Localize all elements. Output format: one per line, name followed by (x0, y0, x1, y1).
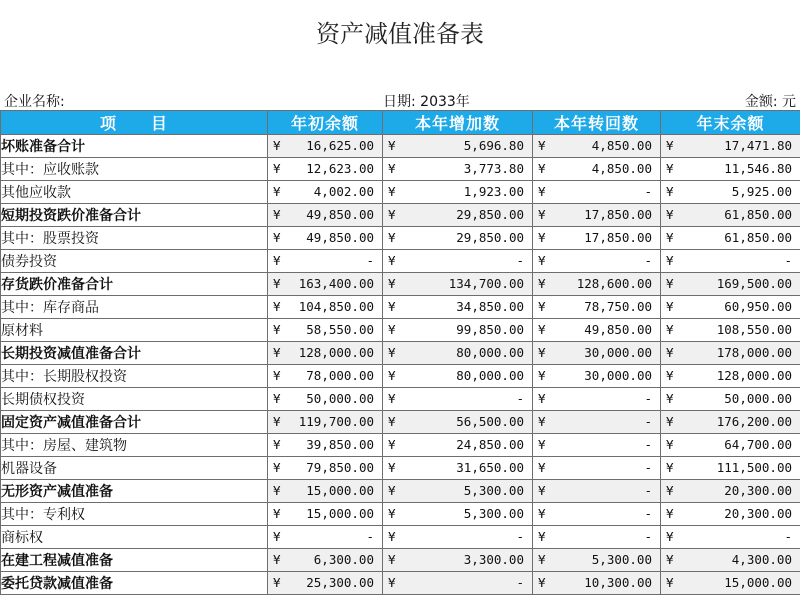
currency-symbol: ¥ (388, 414, 396, 429)
table-row (1, 181, 800, 204)
table-row (1, 273, 800, 296)
amount-cell[interactable] (383, 250, 533, 273)
currency-symbol: ¥ (388, 483, 396, 498)
amount-cell[interactable] (383, 434, 533, 457)
amount-value: 5,696.80 (464, 138, 524, 153)
row-label-cell[interactable]: 其中：股票投资 (1, 227, 268, 250)
currency-symbol: ¥ (388, 138, 396, 153)
amount-value: 128,600.00 (577, 276, 652, 291)
row-label-cell[interactable]: 坏账准备合计 (1, 135, 268, 158)
row-label-cell[interactable]: 其中：专利权 (1, 503, 268, 526)
amount-cell[interactable] (383, 158, 533, 181)
row-label-cell[interactable]: 短期投资跌价准备合计 (1, 204, 268, 227)
amount-cell[interactable] (661, 181, 800, 204)
amount-value: 50,000.00 (724, 391, 792, 406)
amount-value: 99,850.00 (456, 322, 524, 337)
amount-value: 29,850.00 (456, 230, 524, 245)
amount-value: - (644, 437, 652, 452)
amount-value: 61,850.00 (724, 207, 792, 222)
amount-cell[interactable] (533, 273, 661, 296)
currency-symbol: ¥ (388, 460, 396, 475)
currency-symbol: ¥ (273, 368, 281, 383)
amount-value: 61,850.00 (724, 230, 792, 245)
amount-value: 17,471.80 (724, 138, 792, 153)
row-label-cell[interactable]: 存货跌价准备合计 (1, 273, 268, 296)
table-row (1, 227, 800, 250)
amount-value: 80,000.00 (456, 368, 524, 383)
amount-cell[interactable] (383, 365, 533, 388)
currency-symbol: ¥ (273, 161, 281, 176)
currency-symbol: ¥ (538, 276, 546, 291)
amount-value: 16,625.00 (306, 138, 374, 153)
row-label-cell[interactable]: 长期债权投资 (1, 388, 268, 411)
amount-value: - (644, 184, 652, 199)
row-label-cell[interactable]: 机器设备 (1, 457, 268, 480)
amount-cell[interactable] (661, 457, 800, 480)
currency-symbol: ¥ (666, 230, 674, 245)
currency-symbol: ¥ (538, 575, 546, 590)
table-row (1, 480, 800, 503)
currency-symbol: ¥ (388, 345, 396, 360)
amount-value: 17,850.00 (584, 230, 652, 245)
amount-value: 15,000.00 (724, 575, 792, 590)
currency-symbol: ¥ (273, 529, 281, 544)
amount-value: - (644, 460, 652, 475)
currency-symbol: ¥ (388, 391, 396, 406)
table-row (1, 135, 800, 158)
currency-symbol: ¥ (538, 161, 546, 176)
amount-cell[interactable] (533, 503, 661, 526)
currency-symbol: ¥ (273, 506, 281, 521)
table-row (1, 388, 800, 411)
currency-symbol: ¥ (538, 483, 546, 498)
amount-value: 24,850.00 (456, 437, 524, 452)
amount-value: - (516, 575, 524, 590)
amount-cell[interactable] (383, 181, 533, 204)
currency-symbol: ¥ (538, 299, 546, 314)
amount-cell[interactable] (661, 250, 800, 273)
currency-symbol: ¥ (538, 552, 546, 567)
column-header-item[interactable]: 项 目 (1, 111, 268, 135)
currency-symbol: ¥ (388, 161, 396, 176)
amount-value: 80,000.00 (456, 345, 524, 360)
row-label-cell[interactable]: 其中：长期股权投资 (1, 365, 268, 388)
amount-value: 15,000.00 (306, 506, 374, 521)
amount-cell[interactable] (533, 365, 661, 388)
amount-value: 17,850.00 (584, 207, 652, 222)
currency-symbol: ¥ (388, 437, 396, 452)
currency-symbol: ¥ (273, 460, 281, 475)
table-row (1, 204, 800, 227)
row-label-cell[interactable]: 无形资产减值准备 (1, 480, 268, 503)
amount-cell[interactable] (533, 181, 661, 204)
amount-cell[interactable] (383, 480, 533, 503)
amount-value: 49,850.00 (584, 322, 652, 337)
currency-symbol: ¥ (666, 506, 674, 521)
currency-symbol: ¥ (666, 391, 674, 406)
amount-cell[interactable] (661, 549, 800, 572)
amount-cell[interactable] (533, 434, 661, 457)
currency-symbol: ¥ (666, 483, 674, 498)
currency-symbol: ¥ (273, 299, 281, 314)
currency-symbol: ¥ (388, 207, 396, 222)
row-label-cell[interactable]: 其中：库存商品 (1, 296, 268, 319)
currency-symbol: ¥ (388, 184, 396, 199)
currency-symbol: ¥ (273, 230, 281, 245)
currency-symbol: ¥ (666, 322, 674, 337)
column-header-opening-balance[interactable]: 年初余额 (268, 111, 383, 135)
amount-value: - (516, 529, 524, 544)
column-header-reversal[interactable]: 本年转回数 (533, 111, 661, 135)
amount-cell[interactable] (661, 388, 800, 411)
unit-label: 金额: 元 (745, 91, 796, 111)
currency-symbol: ¥ (666, 345, 674, 360)
amount-cell[interactable] (661, 227, 800, 250)
amount-value: 11,546.80 (724, 161, 792, 176)
amount-value: - (516, 391, 524, 406)
currency-symbol: ¥ (666, 253, 674, 268)
row-label-cell[interactable]: 在建工程减值准备 (1, 549, 268, 572)
amount-value: - (644, 529, 652, 544)
amount-cell[interactable] (383, 319, 533, 342)
amount-value: - (366, 529, 374, 544)
amount-value: 128,000.00 (299, 345, 374, 360)
amount-cell[interactable] (533, 204, 661, 227)
currency-symbol: ¥ (666, 368, 674, 383)
amount-cell[interactable] (383, 572, 533, 595)
amount-cell[interactable] (533, 572, 661, 595)
amount-cell[interactable] (268, 388, 383, 411)
amount-cell[interactable] (268, 273, 383, 296)
amount-cell[interactable] (533, 296, 661, 319)
amount-cell[interactable] (661, 135, 800, 158)
amount-value: 39,850.00 (306, 437, 374, 452)
amount-cell[interactable] (383, 503, 533, 526)
amount-value: 31,650.00 (456, 460, 524, 475)
amount-value: 134,700.00 (449, 276, 524, 291)
amount-cell[interactable] (533, 250, 661, 273)
amount-cell[interactable] (383, 273, 533, 296)
currency-symbol: ¥ (666, 184, 674, 199)
amount-cell[interactable] (533, 457, 661, 480)
currency-symbol: ¥ (666, 138, 674, 153)
amount-cell[interactable] (268, 135, 383, 158)
amount-cell[interactable] (268, 158, 383, 181)
amount-value: 176,200.00 (717, 414, 792, 429)
amount-cell[interactable] (383, 135, 533, 158)
currency-symbol: ¥ (538, 529, 546, 544)
currency-symbol: ¥ (388, 253, 396, 268)
amount-value: 4,850.00 (592, 138, 652, 153)
amount-value: 34,850.00 (456, 299, 524, 314)
currency-symbol: ¥ (666, 460, 674, 475)
amount-cell[interactable] (533, 158, 661, 181)
currency-symbol: ¥ (388, 368, 396, 383)
amount-value: 49,850.00 (306, 230, 374, 245)
currency-symbol: ¥ (666, 207, 674, 222)
table-header-row (1, 111, 800, 135)
row-label-cell[interactable]: 长期投资减值准备合计 (1, 342, 268, 365)
amount-cell[interactable] (383, 411, 533, 434)
amount-value: 30,000.00 (584, 368, 652, 383)
amount-cell[interactable] (533, 480, 661, 503)
amount-cell[interactable] (383, 526, 533, 549)
amount-cell[interactable] (661, 411, 800, 434)
table-row (1, 411, 800, 434)
row-label-cell[interactable]: 委托贷款减值准备 (1, 572, 268, 595)
amount-cell[interactable] (383, 549, 533, 572)
row-label-cell[interactable]: 商标权 (1, 526, 268, 549)
currency-symbol: ¥ (666, 529, 674, 544)
amount-value: - (784, 529, 792, 544)
amount-cell[interactable] (383, 296, 533, 319)
currency-symbol: ¥ (538, 437, 546, 452)
amount-value: 3,300.00 (464, 552, 524, 567)
amount-cell[interactable] (661, 572, 800, 595)
amount-value: 20,300.00 (724, 506, 792, 521)
amount-cell[interactable] (268, 365, 383, 388)
currency-symbol: ¥ (273, 575, 281, 590)
currency-symbol: ¥ (273, 414, 281, 429)
amount-value: - (644, 391, 652, 406)
amount-cell[interactable] (268, 250, 383, 273)
company-name-label: 企业名称: (4, 91, 65, 111)
amount-value: 20,300.00 (724, 483, 792, 498)
amount-cell[interactable] (268, 227, 383, 250)
amount-cell[interactable] (661, 319, 800, 342)
column-header-increase[interactable]: 本年增加数 (383, 111, 533, 135)
amount-cell[interactable] (533, 388, 661, 411)
amount-cell[interactable] (661, 158, 800, 181)
amount-value: 12,623.00 (306, 161, 374, 176)
amount-cell[interactable] (268, 204, 383, 227)
row-label-cell[interactable]: 原材料 (1, 319, 268, 342)
amount-value: 60,950.00 (724, 299, 792, 314)
amount-cell[interactable] (661, 342, 800, 365)
amount-cell[interactable] (533, 319, 661, 342)
amount-cell[interactable] (268, 503, 383, 526)
amount-value: - (644, 253, 652, 268)
table-row (1, 296, 800, 319)
table-row (1, 250, 800, 273)
amount-value: 79,850.00 (306, 460, 374, 475)
currency-symbol: ¥ (273, 345, 281, 360)
amount-cell[interactable] (533, 135, 661, 158)
amount-value: 64,700.00 (724, 437, 792, 452)
amount-cell[interactable] (533, 526, 661, 549)
table-row (1, 158, 800, 181)
amount-value: 169,500.00 (717, 276, 792, 291)
amount-value: 58,550.00 (306, 322, 374, 337)
amount-value: 5,300.00 (464, 483, 524, 498)
amount-value: 29,850.00 (456, 207, 524, 222)
currency-symbol: ¥ (538, 414, 546, 429)
table-row (1, 365, 800, 388)
amount-cell[interactable] (268, 434, 383, 457)
amount-cell[interactable] (383, 204, 533, 227)
amount-cell[interactable] (268, 549, 383, 572)
amount-value: 15,000.00 (306, 483, 374, 498)
currency-symbol: ¥ (538, 460, 546, 475)
amount-value: 5,300.00 (464, 506, 524, 521)
currency-symbol: ¥ (388, 529, 396, 544)
table-body (1, 135, 800, 595)
amount-cell[interactable] (268, 480, 383, 503)
table-row (1, 503, 800, 526)
currency-symbol: ¥ (273, 483, 281, 498)
amount-cell[interactable] (268, 319, 383, 342)
amount-value: 3,773.80 (464, 161, 524, 176)
currency-symbol: ¥ (538, 207, 546, 222)
amount-value: - (644, 483, 652, 498)
table-row (1, 572, 800, 595)
amount-cell[interactable] (661, 503, 800, 526)
amount-cell[interactable] (268, 526, 383, 549)
amount-cell[interactable] (268, 342, 383, 365)
table-row (1, 526, 800, 549)
amount-value: 163,400.00 (299, 276, 374, 291)
table-row (1, 549, 800, 572)
amount-value: 5,925.00 (732, 184, 792, 199)
currency-symbol: ¥ (666, 552, 674, 567)
currency-symbol: ¥ (273, 437, 281, 452)
currency-symbol: ¥ (538, 230, 546, 245)
amount-cell[interactable] (383, 388, 533, 411)
amount-cell[interactable] (533, 549, 661, 572)
table-row (1, 434, 800, 457)
amount-value: 78,000.00 (306, 368, 374, 383)
amount-value: 50,000.00 (306, 391, 374, 406)
amount-value: 5,300.00 (592, 552, 652, 567)
amount-cell[interactable] (268, 572, 383, 595)
amount-cell[interactable] (268, 457, 383, 480)
currency-symbol: ¥ (388, 552, 396, 567)
currency-symbol: ¥ (666, 299, 674, 314)
amount-value: 128,000.00 (717, 368, 792, 383)
currency-symbol: ¥ (666, 414, 674, 429)
amount-cell[interactable] (661, 273, 800, 296)
row-label-cell[interactable]: 其中：应收账款 (1, 158, 268, 181)
amount-cell[interactable] (533, 227, 661, 250)
currency-symbol: ¥ (388, 575, 396, 590)
amount-cell[interactable] (268, 181, 383, 204)
amount-value: 49,850.00 (306, 207, 374, 222)
amount-value: 178,000.00 (717, 345, 792, 360)
amount-value: 108,550.00 (717, 322, 792, 337)
table-row (1, 457, 800, 480)
amount-value: - (784, 253, 792, 268)
currency-symbol: ¥ (538, 138, 546, 153)
amount-cell[interactable] (533, 342, 661, 365)
currency-symbol: ¥ (666, 575, 674, 590)
amount-cell[interactable] (661, 204, 800, 227)
currency-symbol: ¥ (538, 253, 546, 268)
date-label: 日期: 2033年 (383, 91, 470, 111)
currency-symbol: ¥ (538, 184, 546, 199)
currency-symbol: ¥ (538, 506, 546, 521)
currency-symbol: ¥ (273, 391, 281, 406)
report-title: 资产减值准备表 (0, 14, 800, 49)
currency-symbol: ¥ (273, 322, 281, 337)
row-label-cell[interactable]: 债券投资 (1, 250, 268, 273)
amount-cell[interactable] (383, 342, 533, 365)
currency-symbol: ¥ (388, 322, 396, 337)
currency-symbol: ¥ (273, 207, 281, 222)
currency-symbol: ¥ (388, 230, 396, 245)
row-label-cell[interactable]: 其中：房屋、建筑物 (1, 434, 268, 457)
amount-cell[interactable] (661, 526, 800, 549)
currency-symbol: ¥ (273, 184, 281, 199)
currency-symbol: ¥ (538, 322, 546, 337)
amount-value: 119,700.00 (299, 414, 374, 429)
amount-cell[interactable] (383, 457, 533, 480)
amount-cell[interactable] (383, 227, 533, 250)
currency-symbol: ¥ (388, 506, 396, 521)
currency-symbol: ¥ (538, 345, 546, 360)
amount-cell[interactable] (268, 296, 383, 319)
currency-symbol: ¥ (273, 276, 281, 291)
row-label-cell[interactable]: 其他应收款 (1, 181, 268, 204)
column-header-closing-balance[interactable]: 年末余额 (661, 111, 800, 135)
currency-symbol: ¥ (388, 276, 396, 291)
amount-value: 104,850.00 (299, 299, 374, 314)
amount-cell[interactable] (661, 480, 800, 503)
impairment-table (0, 110, 800, 595)
amount-value: 1,923.00 (464, 184, 524, 199)
currency-symbol: ¥ (666, 161, 674, 176)
currency-symbol: ¥ (273, 138, 281, 153)
amount-value: - (366, 253, 374, 268)
amount-cell[interactable] (268, 411, 383, 434)
currency-symbol: ¥ (666, 276, 674, 291)
amount-value: 10,300.00 (584, 575, 652, 590)
amount-cell[interactable] (661, 296, 800, 319)
table-row (1, 319, 800, 342)
amount-value: 4,850.00 (592, 161, 652, 176)
amount-value: 111,500.00 (717, 460, 792, 475)
currency-symbol: ¥ (273, 552, 281, 567)
row-label-cell[interactable]: 固定资产减值准备合计 (1, 411, 268, 434)
currency-symbol: ¥ (538, 391, 546, 406)
currency-symbol: ¥ (538, 368, 546, 383)
amount-value: 4,002.00 (314, 184, 374, 199)
currency-symbol: ¥ (666, 437, 674, 452)
amount-value: 25,300.00 (306, 575, 374, 590)
currency-symbol: ¥ (273, 253, 281, 268)
amount-value: 6,300.00 (314, 552, 374, 567)
amount-cell[interactable] (533, 411, 661, 434)
amount-cell[interactable] (661, 434, 800, 457)
amount-value: - (516, 253, 524, 268)
amount-value: 56,500.00 (456, 414, 524, 429)
amount-value: 30,000.00 (584, 345, 652, 360)
amount-value: - (644, 414, 652, 429)
amount-value: - (644, 506, 652, 521)
amount-value: 4,300.00 (732, 552, 792, 567)
amount-value: 78,750.00 (584, 299, 652, 314)
currency-symbol: ¥ (388, 299, 396, 314)
amount-cell[interactable] (661, 365, 800, 388)
table-row (1, 342, 800, 365)
